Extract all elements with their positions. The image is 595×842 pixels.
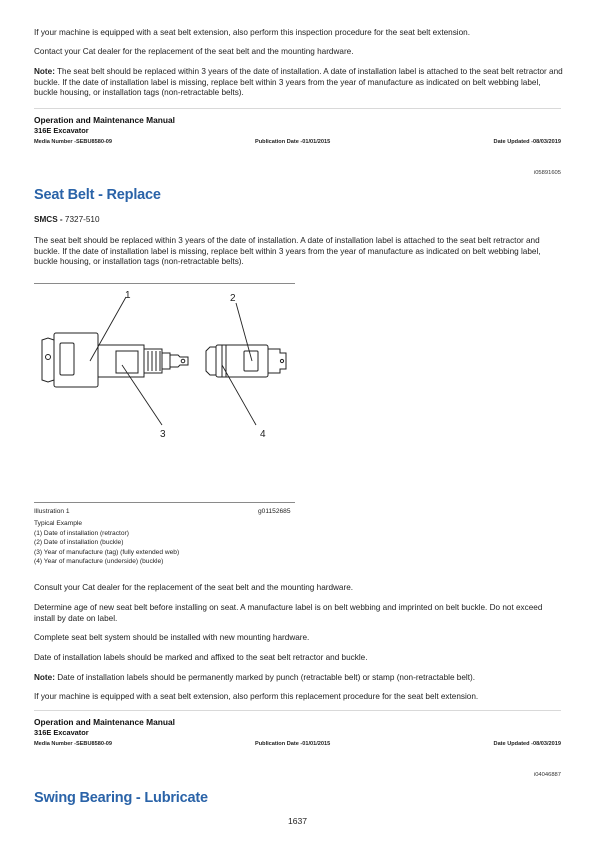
intro-paragraph-1: If your machine is equipped with a seat belt extension, also perform this inspection procedure for the seat belt extension. (34, 28, 471, 37)
caption-item: (2) Date of installation (buckle) (34, 539, 124, 547)
caption-title: Typical Example (34, 520, 83, 527)
note-text: Date of installation labels should be permanently marked by punch (retractable belt) or stamp (non-retractable belt). (54, 673, 475, 682)
note-label: Note: (34, 673, 55, 682)
caption-block (34, 519, 179, 567)
manual-title: Operation and Maintenance Manual (34, 717, 176, 727)
manual-model: 316E Excavator (34, 728, 89, 737)
manual-model: 316E Excavator (34, 126, 89, 135)
illustration-label: Illustration 1 (34, 508, 70, 515)
buckle-drawing (206, 345, 286, 377)
smcs-line (34, 215, 564, 226)
section-title: Swing Bearing - Lubricate (34, 790, 208, 806)
section-paragraph-3: Determine age of new seat belt before installing on seat. A manufacture label is on belt webbing and imprinted on belt buckle. Do not exceed install by date on label. (34, 603, 543, 623)
date-updated: Date Updated -08/03/2019 (493, 139, 561, 145)
callout-3: 3 (160, 429, 166, 440)
document-id: i04046887 (533, 772, 561, 778)
illustration-bottom-rule (34, 502, 295, 503)
manual-title: Operation and Maintenance Manual (34, 115, 176, 125)
callout-1: 1 (125, 290, 131, 301)
publication-date: Publication Date -01/01/2015 (255, 139, 331, 145)
section-paragraph-1: The seat belt should be replaced within 3 years of the date of installation. A date of installation label is attached to the seat belt retractor and buckle. If the date of installation label is missing, replace belt within 3 years from the year of manufacture as indicated on belt webbing label, buckle housing, or installation tags (non-retractable belts). (34, 236, 541, 267)
caption-item: (3) Year of manufacture (tag) (fully extended web) (34, 548, 180, 556)
divider (34, 108, 561, 109)
section-title: Seat Belt - Replace (34, 187, 161, 203)
note-text: The seat belt should be replaced within 3 years of the date of installation. A date of installation label is attached to the seat belt retractor and buckle. If the date of installation label is missing, replace belt within 3 years from the year of manufacture as indicated on belt webbing label, buckle housing, or installation tags (non-retractable belts). (34, 67, 563, 98)
graphic-id: g01152685 (258, 508, 291, 515)
section-paragraph-5: Date of installation labels should be marked and affixed to the seat belt retractor and buckle. (34, 653, 368, 662)
smcs-code: 7327-510 (62, 215, 100, 224)
seat-belt-illustration (34, 285, 295, 503)
publication-date: Publication Date -01/01/2015 (255, 741, 331, 747)
section-paragraph-4: Complete seat belt system should be installed with new mounting hardware. (34, 633, 310, 642)
section-note (34, 673, 564, 684)
retractor-drawing (42, 333, 188, 387)
page-number: 1637 (287, 816, 308, 826)
intro-note (34, 67, 564, 99)
section-paragraph-2: Consult your Cat dealer for the replacement of the seat belt and the mounting hardware. (34, 583, 354, 592)
media-number: Media Number -SEBU8580-09 (34, 139, 113, 145)
media-number: Media Number -SEBU8580-09 (34, 741, 113, 747)
document-id: i05891605 (533, 170, 561, 176)
caption-item: (4) Year of manufacture (underside) (buckle) (34, 558, 164, 566)
callout-4: 4 (260, 429, 266, 440)
callout-2: 2 (230, 293, 236, 304)
intro-paragraph-2: Contact your Cat dealer for the replacement of the seat belt and the mounting hardware. (34, 47, 354, 56)
date-updated: Date Updated -08/03/2019 (493, 741, 561, 747)
smcs-label: SMCS - (34, 215, 63, 224)
caption-item: (1) Date of installation (retractor) (34, 529, 129, 537)
section-paragraph-6: If your machine is equipped with a seat belt extension, also perform this replacement procedure for the seat belt extension. (34, 692, 479, 701)
note-label: Note: (34, 67, 55, 76)
divider (34, 710, 561, 711)
illustration-top-rule (34, 283, 295, 284)
